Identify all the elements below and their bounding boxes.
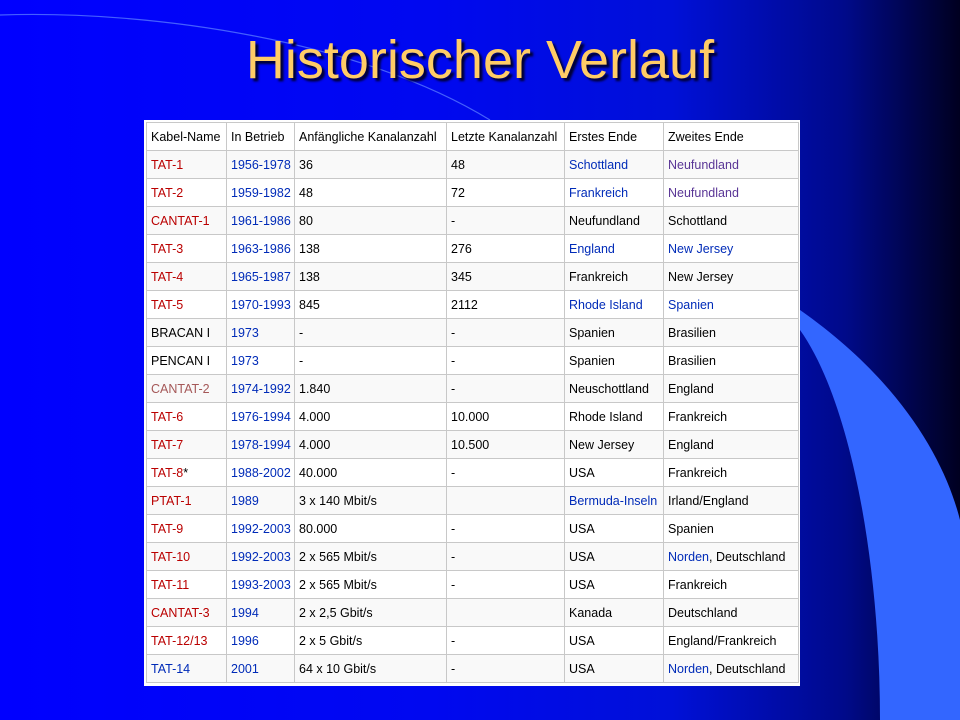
cell-cable-name	[147, 207, 227, 235]
cell-in-service-link[interactable]: 1996	[231, 633, 259, 648]
cell-last-channels	[447, 207, 565, 235]
cell-first-end	[565, 627, 664, 655]
cell-cable-name-link[interactable]: TAT-1	[151, 157, 184, 172]
cell-initial-channels	[295, 319, 447, 347]
cell-first-end	[565, 431, 664, 459]
cell-second-end	[664, 655, 799, 683]
cell-last-channels-text: -	[451, 549, 456, 564]
cell-last-channels	[447, 263, 565, 291]
table-row	[147, 459, 799, 487]
cell-second-end-text: Spanien	[668, 521, 714, 536]
cell-initial-channels-text: 36	[299, 157, 313, 172]
cell-second-end	[664, 571, 799, 599]
cell-in-service	[227, 571, 295, 599]
cell-in-service-link[interactable]: 1988-2002	[231, 465, 291, 480]
table-row	[147, 207, 799, 235]
table-row	[147, 599, 799, 627]
cell-in-service-link[interactable]: 1961-1986	[231, 213, 291, 228]
cell-cable-name-link[interactable]: TAT-5	[151, 297, 184, 312]
cell-initial-channels	[295, 179, 447, 207]
cell-first-end-text: Frankreich	[569, 269, 629, 284]
cell-cable-name	[147, 375, 227, 403]
cell-cable-name-link[interactable]: CANTAT-1	[151, 213, 210, 228]
cell-initial-channels	[295, 515, 447, 543]
cell-initial-channels	[295, 487, 447, 515]
cell-initial-channels	[295, 403, 447, 431]
cell-second-end-link[interactable]: New Jersey	[668, 241, 734, 256]
cell-second-end-link[interactable]: Norden	[668, 549, 709, 564]
cell-first-end-text: Rhode Island	[569, 409, 643, 424]
cell-last-channels	[447, 403, 565, 431]
cell-last-channels	[447, 319, 565, 347]
cell-last-channels	[447, 151, 565, 179]
cell-initial-channels	[295, 235, 447, 263]
cell-second-end	[664, 515, 799, 543]
table-row	[147, 263, 799, 291]
cell-initial-channels-text: 138	[299, 269, 320, 284]
cell-initial-channels-text: 845	[299, 297, 320, 312]
cell-last-channels-text: -	[451, 381, 456, 396]
cell-second-end	[664, 207, 799, 235]
cell-cable-name-link[interactable]: PTAT-1	[151, 493, 192, 508]
cell-cable-name	[147, 179, 227, 207]
table-row	[147, 291, 799, 319]
cell-second-end-extra: , Deutschland	[709, 661, 786, 676]
cell-initial-channels	[295, 571, 447, 599]
cell-last-channels-text: -	[451, 465, 456, 480]
cell-first-end	[565, 487, 664, 515]
cell-in-service-link[interactable]: 1976-1994	[231, 409, 291, 424]
accent-swoosh	[800, 310, 960, 720]
cell-last-channels	[447, 459, 565, 487]
cell-in-service-link[interactable]: 1993-2003	[231, 577, 291, 592]
cell-second-end-link[interactable]: Spanien	[668, 297, 714, 312]
cell-initial-channels	[295, 655, 447, 683]
cell-in-service	[227, 543, 295, 571]
cell-second-end	[664, 375, 799, 403]
cell-in-service	[227, 151, 295, 179]
cell-last-channels-text: 2112	[451, 297, 478, 312]
cell-second-end	[664, 291, 799, 319]
cell-first-end-text: USA	[569, 577, 595, 592]
cell-initial-channels-text: 1.840	[299, 381, 331, 396]
cell-in-service-link[interactable]: 1973	[231, 353, 259, 368]
cell-first-end	[565, 263, 664, 291]
cell-first-end	[565, 319, 664, 347]
cell-second-end-text: England	[668, 381, 714, 396]
cell-last-channels	[447, 515, 565, 543]
cell-last-channels	[447, 375, 565, 403]
cell-cable-name	[147, 571, 227, 599]
cell-second-end-text: New Jersey	[668, 269, 734, 284]
table-row	[147, 431, 799, 459]
cell-last-channels	[447, 235, 565, 263]
cell-second-end	[664, 403, 799, 431]
cell-last-channels-text: 345	[451, 269, 472, 284]
cell-first-end-text: USA	[569, 661, 595, 676]
cell-last-channels-text: -	[451, 353, 456, 368]
cell-initial-channels-text: 80.000	[299, 521, 338, 536]
cell-initial-channels-text: 2 x 565 Mbit/s	[299, 577, 377, 592]
cell-cable-name-link[interactable]: TAT-12/13	[151, 633, 208, 648]
table-row	[147, 655, 799, 683]
cell-first-end	[565, 179, 664, 207]
cell-in-service	[227, 459, 295, 487]
cell-first-end	[565, 459, 664, 487]
cell-first-end	[565, 655, 664, 683]
cell-first-end	[565, 403, 664, 431]
cell-initial-channels-text: 2 x 2,5 Gbit/s	[299, 605, 373, 620]
cell-cable-name-link[interactable]: TAT-8	[151, 465, 184, 480]
cell-cable-name	[147, 459, 227, 487]
cell-in-service-link[interactable]: 2001	[231, 661, 259, 676]
cell-cable-name-text: BRACAN I	[151, 325, 211, 340]
table-row	[147, 347, 799, 375]
cell-initial-channels	[295, 599, 447, 627]
cell-initial-channels	[295, 291, 447, 319]
cell-first-end-link[interactable]: Rhode Island	[569, 297, 643, 312]
cell-initial-channels-text: 2 x 5 Gbit/s	[299, 633, 363, 648]
cell-last-channels-text: -	[451, 213, 456, 228]
cell-cable-name	[147, 543, 227, 571]
table-row	[147, 543, 799, 571]
cell-initial-channels-text: 80	[299, 213, 313, 228]
cell-first-end-text: USA	[569, 521, 595, 536]
cell-initial-channels-text: 48	[299, 185, 313, 200]
header-first-end: Erstes Ende	[565, 123, 664, 151]
cell-second-end-link[interactable]: Norden	[668, 661, 709, 676]
cell-initial-channels-text: -	[299, 353, 304, 368]
cell-initial-channels-text: 4.000	[299, 409, 331, 424]
cell-second-end-text: Deutschland	[668, 605, 738, 620]
cell-last-channels-text: 48	[451, 157, 465, 172]
cell-in-service	[227, 319, 295, 347]
cell-in-service	[227, 263, 295, 291]
table-row	[147, 403, 799, 431]
cell-in-service	[227, 655, 295, 683]
table-header-row	[147, 123, 799, 151]
cell-first-end-text: Kanada	[569, 605, 613, 620]
cell-second-end-link[interactable]: Neufundland	[668, 185, 739, 200]
cable-table	[146, 122, 799, 683]
cell-first-end	[565, 235, 664, 263]
cell-first-end-text: USA	[569, 465, 595, 480]
cell-cable-name	[147, 151, 227, 179]
cell-second-end-link[interactable]: Neufundland	[668, 157, 739, 172]
cell-initial-channels-text: 3 x 140 Mbit/s	[299, 493, 377, 508]
cell-first-end-text: USA	[569, 633, 595, 648]
table-row	[147, 179, 799, 207]
cell-second-end-text: England	[668, 437, 714, 452]
cell-second-end	[664, 347, 799, 375]
cell-last-channels	[447, 487, 565, 515]
cell-last-channels-text: 10.000	[451, 409, 490, 424]
cell-cable-name-link[interactable]: TAT-4	[151, 269, 184, 284]
cell-second-end	[664, 151, 799, 179]
cell-cable-name	[147, 263, 227, 291]
cell-second-end-text: Frankreich	[668, 465, 728, 480]
cell-cable-name-link[interactable]: TAT-2	[151, 185, 184, 200]
cell-second-end	[664, 431, 799, 459]
cell-second-end	[664, 263, 799, 291]
cell-initial-channels	[295, 347, 447, 375]
cell-first-end-link[interactable]: Bermuda-Inseln	[569, 493, 658, 508]
footnote-mark: *	[183, 465, 189, 480]
cell-cable-name	[147, 599, 227, 627]
cell-first-end	[565, 207, 664, 235]
cell-first-end-text: Neuschottland	[569, 381, 649, 396]
cell-initial-channels	[295, 543, 447, 571]
cell-initial-channels	[295, 207, 447, 235]
cell-second-end	[664, 543, 799, 571]
cell-last-channels	[447, 431, 565, 459]
cell-first-end-text: Neufundland	[569, 213, 640, 228]
cell-last-channels	[447, 655, 565, 683]
cell-second-end-text: Frankreich	[668, 409, 728, 424]
cell-second-end	[664, 235, 799, 263]
cell-second-end-text: Schottland	[668, 213, 728, 228]
cell-initial-channels	[295, 151, 447, 179]
cell-last-channels-text: -	[451, 633, 456, 648]
cell-first-end	[565, 291, 664, 319]
cell-first-end	[565, 515, 664, 543]
cell-in-service-link[interactable]: 1963-1986	[231, 241, 291, 256]
table-row	[147, 235, 799, 263]
cell-second-end-text: England/Frankreich	[668, 633, 777, 648]
cell-initial-channels-text: 2 x 565 Mbit/s	[299, 549, 377, 564]
cell-last-channels	[447, 599, 565, 627]
cell-in-service	[227, 599, 295, 627]
cell-last-channels	[447, 347, 565, 375]
cell-last-channels-text: 72	[451, 185, 465, 200]
cell-in-service	[227, 515, 295, 543]
cell-in-service	[227, 627, 295, 655]
cell-in-service	[227, 487, 295, 515]
cell-cable-name	[147, 347, 227, 375]
cell-first-end	[565, 151, 664, 179]
cell-second-end-extra: , Deutschland	[709, 549, 786, 564]
cell-first-end-link[interactable]: Schottland	[569, 157, 629, 172]
cell-cable-name-link[interactable]: TAT-11	[151, 577, 190, 592]
cell-in-service	[227, 291, 295, 319]
cell-cable-name-text: PENCAN I	[151, 353, 211, 368]
table-row	[147, 487, 799, 515]
cell-cable-name	[147, 487, 227, 515]
cell-in-service-link[interactable]: 1992-2003	[231, 521, 291, 536]
cell-second-end-text: Irland/England	[668, 493, 749, 508]
cell-first-end-text: USA	[569, 549, 595, 564]
cell-last-channels	[447, 571, 565, 599]
cell-cable-name	[147, 235, 227, 263]
cell-initial-channels	[295, 263, 447, 291]
cell-first-end	[565, 347, 664, 375]
cell-first-end	[565, 375, 664, 403]
cell-in-service	[227, 431, 295, 459]
cell-second-end-text: Brasilien	[668, 325, 716, 340]
cell-cable-name	[147, 431, 227, 459]
cable-table-container	[144, 120, 800, 686]
cell-last-channels-text: -	[451, 661, 456, 676]
cell-in-service	[227, 179, 295, 207]
cell-cable-name	[147, 627, 227, 655]
cell-in-service-link[interactable]: 1989	[231, 493, 259, 508]
table-row	[147, 627, 799, 655]
cell-initial-channels	[295, 375, 447, 403]
cell-first-end	[565, 599, 664, 627]
table-row	[147, 375, 799, 403]
header-initial-channels: Anfängliche Kanalanzahl	[295, 123, 447, 151]
table-row	[147, 151, 799, 179]
slide-title: Historischer Verlauf	[245, 30, 715, 90]
cell-in-service-link[interactable]: 1973	[231, 325, 259, 340]
cell-in-service	[227, 347, 295, 375]
cell-last-channels-text: 276	[451, 241, 472, 256]
cell-first-end	[565, 571, 664, 599]
cell-cable-name	[147, 403, 227, 431]
cell-last-channels-text: 10.500	[451, 437, 490, 452]
cell-cable-name-link[interactable]: TAT-9	[151, 521, 184, 536]
header-in-service: In Betrieb	[227, 123, 295, 151]
cell-in-service-link[interactable]: 1965-1987	[231, 269, 291, 284]
cell-initial-channels	[295, 627, 447, 655]
cell-cable-name	[147, 515, 227, 543]
cell-cable-name-link[interactable]: TAT-6	[151, 409, 184, 424]
cell-initial-channels-text: 4.000	[299, 437, 331, 452]
cell-second-end	[664, 487, 799, 515]
cell-second-end	[664, 627, 799, 655]
cell-cable-name-link[interactable]: TAT-10	[151, 549, 191, 564]
cell-second-end-text: Brasilien	[668, 353, 716, 368]
cell-last-channels-text: -	[451, 325, 456, 340]
cell-cable-name-link[interactable]: TAT-7	[151, 437, 184, 452]
cell-in-service	[227, 375, 295, 403]
cell-last-channels-text: -	[451, 521, 456, 536]
cell-last-channels	[447, 179, 565, 207]
cell-first-end	[565, 543, 664, 571]
cell-last-channels	[447, 291, 565, 319]
cell-initial-channels-text: 138	[299, 241, 320, 256]
cell-initial-channels-text: 40.000	[299, 465, 338, 480]
cell-cable-name	[147, 291, 227, 319]
cell-first-end-text: Spanien	[569, 353, 615, 368]
cell-last-channels	[447, 543, 565, 571]
cell-first-end-text: New Jersey	[569, 437, 635, 452]
cell-in-service-link[interactable]: 1970-1993	[231, 297, 291, 312]
cell-last-channels	[447, 627, 565, 655]
cell-in-service-link[interactable]: 1992-2003	[231, 549, 291, 564]
cell-in-service-link[interactable]: 1994	[231, 605, 259, 620]
cell-second-end	[664, 599, 799, 627]
table-row	[147, 515, 799, 543]
cell-in-service	[227, 235, 295, 263]
cell-cable-name	[147, 319, 227, 347]
header-cable-name: Kabel-Name	[147, 123, 227, 151]
cell-in-service-link[interactable]: 1956-1978	[231, 157, 291, 172]
cell-cable-name	[147, 655, 227, 683]
cell-in-service-link[interactable]: 1959-1982	[231, 185, 291, 200]
cell-second-end	[664, 319, 799, 347]
cell-cable-name-link[interactable]: CANTAT-2	[151, 381, 210, 396]
cell-first-end-link[interactable]: England	[569, 241, 615, 256]
cell-initial-channels-text: -	[299, 325, 304, 340]
cell-in-service	[227, 403, 295, 431]
table-row	[147, 571, 799, 599]
cell-initial-channels	[295, 459, 447, 487]
cell-second-end-text: Frankreich	[668, 577, 728, 592]
header-second-end: Zweites Ende	[664, 123, 799, 151]
cell-in-service-link[interactable]: 1978-1994	[231, 437, 291, 452]
cell-second-end	[664, 179, 799, 207]
cell-in-service-link[interactable]: 1974-1992	[231, 381, 291, 396]
cell-initial-channels-text: 64 x 10 Gbit/s	[299, 661, 377, 676]
header-last-channels: Letzte Kanalanzahl	[447, 123, 565, 151]
cell-cable-name-link[interactable]: CANTAT-3	[151, 605, 210, 620]
cell-cable-name-link[interactable]: TAT-14	[151, 661, 191, 676]
cell-first-end-text: Spanien	[569, 325, 615, 340]
cell-last-channels-text: -	[451, 577, 456, 592]
table-row	[147, 319, 799, 347]
cell-second-end	[664, 459, 799, 487]
cell-in-service	[227, 207, 295, 235]
cell-first-end-link[interactable]: Frankreich	[569, 185, 629, 200]
cell-initial-channels	[295, 431, 447, 459]
cell-cable-name-link[interactable]: TAT-3	[151, 241, 184, 256]
